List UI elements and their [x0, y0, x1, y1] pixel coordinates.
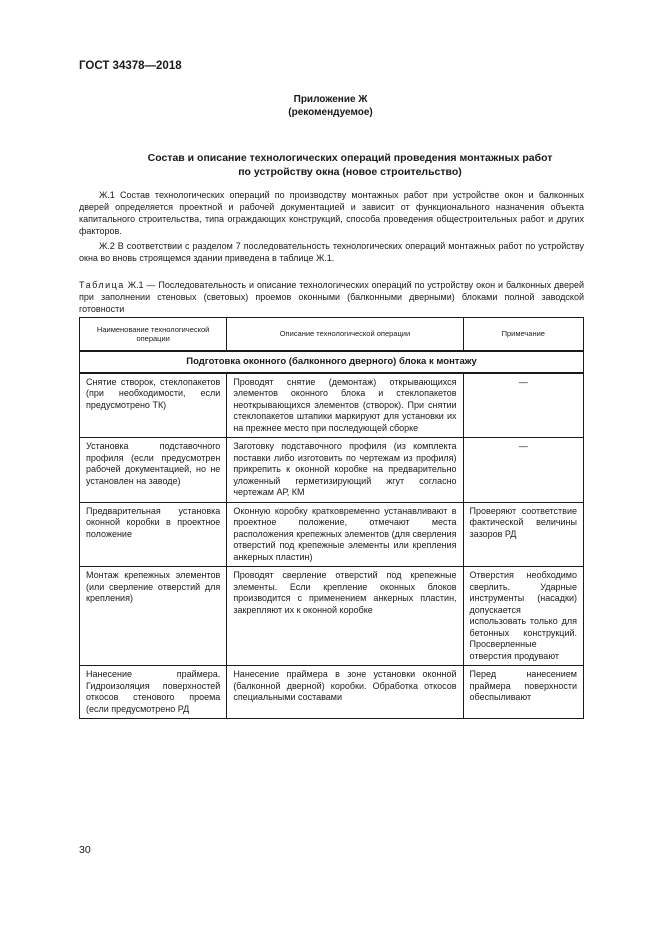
header-operation-name: Наименование технологической операции	[80, 318, 227, 352]
section-title: Подготовка оконного (балконного дверного) блока к монтажу	[80, 351, 584, 373]
operation-note: Проверяют соответствие фактической величины зазоров РД	[463, 502, 583, 567]
title-line-2: по устройству окна (новое строительство)	[238, 166, 462, 178]
operation-description: Заготовку подставочного профиля (из комплекта поставки либо изготовить по чертежам из профиля) прикрепить к оконной коробке на предварительно уложенный герметизирующий жгут согласно чертежам АР, КМ	[227, 438, 463, 503]
table-row	[80, 567, 584, 666]
operation-description: Оконную коробку кратковременно устанавливают в проектное положение, отмечают места расположения крепежных элементов (для сверления отверстий под крепежные элементы или крепления анкерных пластин)	[227, 502, 463, 567]
operation-name: Снятие створок, стеклопакетов (при необходимости, если предусмотрено ТК)	[80, 373, 227, 438]
operation-name: Нанесение праймера. Гидроизоляция поверхностей откосов стенового проема (если предусмотрено РД	[80, 666, 227, 719]
table-caption	[79, 279, 584, 315]
paragraph-zh1: Ж.1 Состав технологических операций по производству монтажных работ при устройстве окон и балконных дверей определяется проектной и рабочей документацией и зависит от функционального назначения объекта капитального строительства, типа ограждающих конструкций, способа проведения общестроительных работ и других факторов.	[79, 190, 584, 236]
table-row	[80, 502, 584, 567]
table-caption-text: Ж.1 — Последовательность и описание технологических операций по устройству окон и балконных дверей при заполнении стеновых (световых) проемов оконными (балконными дверными) блоками полной заводской готовности	[79, 280, 584, 314]
table-row	[80, 666, 584, 719]
standard-header: ГОСТ 34378—2018	[79, 60, 182, 72]
title-line-1: Состав и описание технологических операций проведения монтажных работ	[147, 152, 553, 164]
appendix-status: (рекомендуемое)	[288, 107, 373, 118]
paragraph-zh2: Ж.2 В соответствии с разделом 7 последовательность технологических операций монтажных работ по устройству окна во вновь строящемся здании приведена в таблице Ж.1.	[79, 241, 584, 263]
operation-description: Проводят снятие (демонтаж) открывающихся элементов оконного блока и стеклопакетов неоткрывающихся элементов (створок). При снятии стеклопакетов штапики маркируют для установки их на прежнее место при последующей сборке	[227, 373, 463, 438]
document-title	[100, 151, 600, 179]
operation-name: Предварительная установка оконной коробки в проектное положение	[80, 502, 227, 567]
table-row	[80, 373, 584, 438]
operation-description: Нанесение праймера в зоне установки оконной (балконной дверной) коробки. Обработка откосов специальными составами	[227, 666, 463, 719]
table-section-row	[80, 351, 584, 373]
header-operation-description: Описание технологической операции	[227, 318, 463, 352]
operation-note: Перед нанесением праймера поверхности обеспыливают	[463, 666, 583, 719]
operation-note: Отверстия необходимо сверлить. Ударные инструменты (насадки) допускается использовать только для бетонных конструкций. Просверленные отверстия продувают	[463, 567, 583, 666]
table-caption-prefix: Таблица	[79, 280, 125, 290]
page-number: 30	[79, 844, 91, 856]
operation-note: —	[463, 438, 583, 503]
appendix-heading	[0, 93, 661, 119]
operation-description: Проводят сверление отверстий под крепежные элементы. Если крепление оконных блоков производится с применением анкерных пластин, закрепляют их к оконной коробке	[227, 567, 463, 666]
appendix-label: Приложение Ж	[293, 94, 368, 105]
operation-note: —	[463, 373, 583, 438]
table-row	[80, 438, 584, 503]
header-note: Примечание	[463, 318, 583, 352]
operations-table	[79, 317, 584, 719]
operation-name: Установка подставочного профиля (если предусмотрен рабочей документацией, но не установлен на заводе)	[80, 438, 227, 503]
operation-name: Монтаж крепежных элементов (или сверление отверстий для крепления)	[80, 567, 227, 666]
table-header-row	[80, 318, 584, 352]
